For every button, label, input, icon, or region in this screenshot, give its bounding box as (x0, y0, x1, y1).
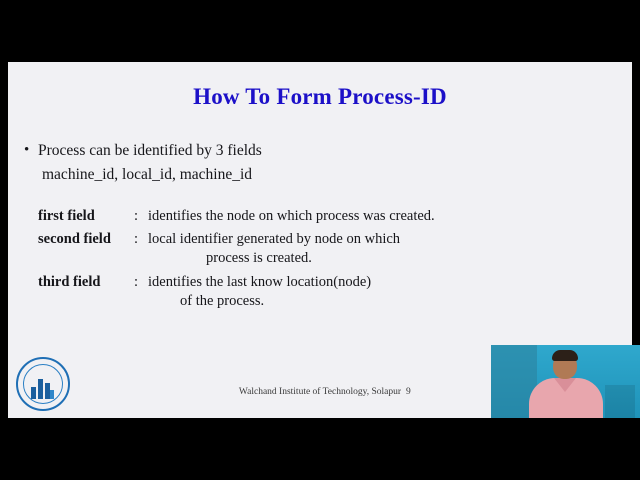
presenter-hair (552, 350, 578, 361)
field-definition-list (38, 207, 618, 316)
field-description-continued: process is created. (206, 250, 312, 267)
field-row (38, 273, 618, 291)
field-row (38, 230, 618, 248)
field-description: identifies the node on which process was created. (148, 208, 435, 224)
field-label: third field (38, 274, 101, 291)
slide-title: How To Form Process-ID (193, 84, 447, 109)
bullet-text: Process can be identified by 3 fields (38, 142, 262, 159)
presenter-shadow (605, 385, 635, 418)
bullet-subtext: machine_id, local_id, machine_id (42, 166, 253, 183)
field-colon: : (134, 274, 139, 291)
field-colon: : (134, 208, 139, 224)
field-label: second field (38, 231, 111, 248)
presenter-video-inset[interactable] (491, 345, 640, 418)
field-description: identifies the last know location(node) (148, 274, 372, 291)
bullet-item (24, 142, 584, 160)
field-label: first field (38, 208, 95, 224)
field-colon: : (134, 231, 139, 248)
slide-footer: Walchand Institute of Technology, Solapur (238, 387, 402, 397)
bullet-dot-icon: • (24, 142, 30, 158)
field-description-continued: of the process. (180, 293, 265, 310)
slide-page-number: 9 (406, 387, 411, 397)
institute-logo (16, 357, 72, 413)
logo-building-icon (31, 377, 55, 399)
field-description: local identifier generated by node on which (148, 231, 401, 248)
field-row (38, 207, 618, 225)
